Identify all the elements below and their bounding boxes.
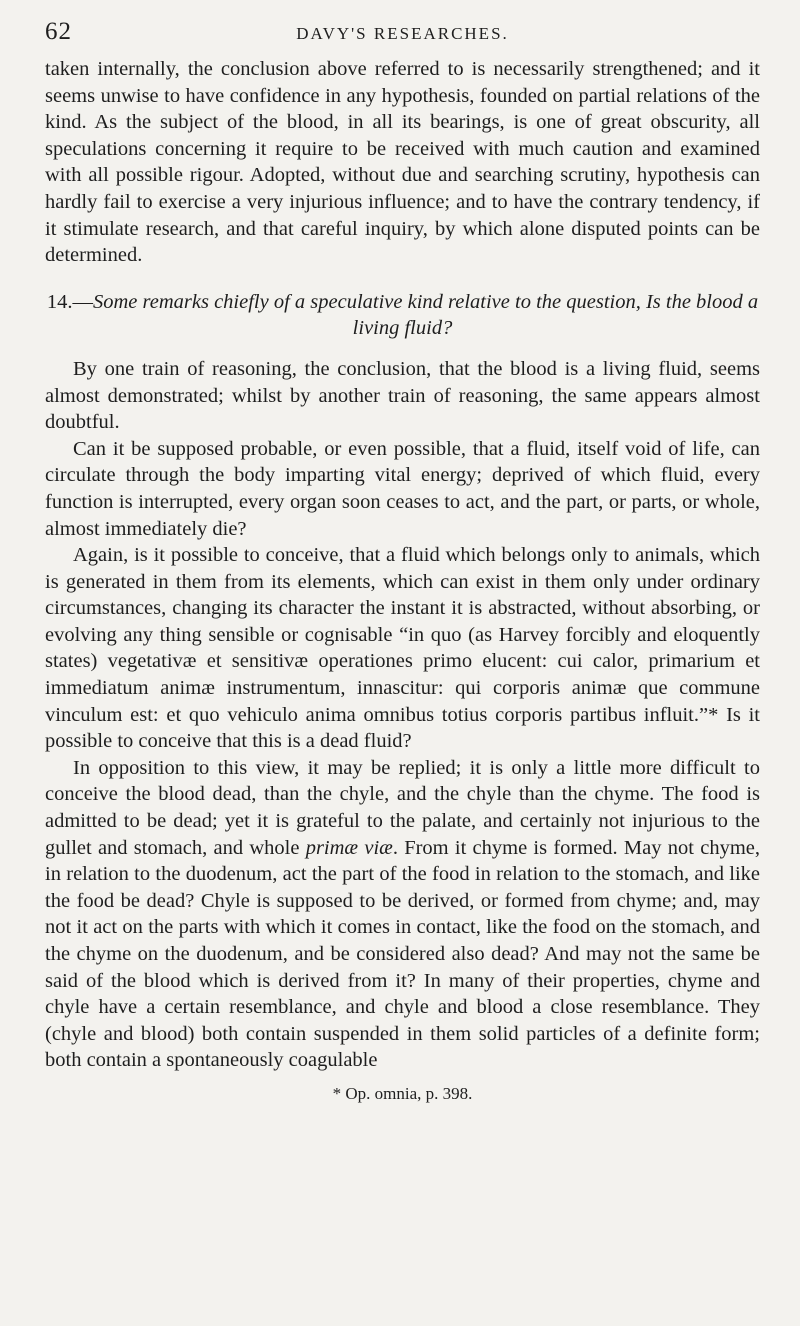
paragraph-text: . From it chyme is formed. May not chyme, in relation to the duodenum, act the part of the food in relation to the stomach, and like the food be dead? Chyle is supposed to be derived, or formed from chyme; and, may not it act on the parts with which it comes in contact, like the food on the stomach, and the chyme on the duodenum, and be considered also dead? And may not the same be said of the blood which is derived from it? In many of their properties, chyme and chyle have a certain resemblance, and chyle and blood a close resemblance. They (chyle and blood) both contain suspended in them solid particles of a definite form; both contain a spontaneously coagulable: [45, 836, 760, 1072]
section-heading: [45, 289, 760, 342]
page-header: [45, 18, 760, 48]
running-head: DAVY'S RESEARCHES.: [296, 24, 509, 43]
paragraph: Again, is it possible to conceive, that a fluid which belongs only to animals, which is generated in them from its elements, which can exist in them only under ordinary circumstances, changing its character the instant it is abstracted, without absorbing, or evolving any thing sensible or cognisable “in quo (as Harvey forcibly and eloquently states) vegetativæ et sensitivæ operationes primo elucent: cui calor, primarium et immediatum animæ instrumentum, innascitur: qui corporis animæ que commune vinculum est: et quo vehiculo anima omnibus totius corporis partibus influit.”* Is it possible to conceive that this is a dead fluid?: [45, 544, 760, 753]
page-number: 62: [45, 18, 72, 45]
paragraph-text: In opposition to this view, it may be replied; it is only a little more difficult to conceive the blood dead, than the chyle, and the chyle than the chyme. The food is admitted to be dead; yet it is grateful to the palate, and certainly not injurious to the gullet and stomach, and whole: [45, 756, 760, 859]
paragraph: By one train of reasoning, the conclusion, that the blood is a living fluid, seems almost demonstrated; whilst by another train of reasoning, the same appears almost doubtful.: [45, 357, 760, 434]
latin-phrase: primæ viæ: [305, 836, 393, 859]
section-title: Some remarks chiefly of a speculative kind relative to the question, Is the blood a living fluid?: [92, 290, 759, 340]
footnote: * Op. omnia, p. 398.: [332, 1083, 473, 1103]
paragraph: Can it be supposed probable, or even possible, that a fluid, itself void of life, can circulate through the body imparting vital energy; deprived of which fluid, every function is interrupted, every organ soon ceases to act, and the part, or parts, or whole, almost immediately die?: [45, 437, 760, 540]
paragraph-continued: taken internally, the conclusion above referred to is necessarily strengthened; and it seems unwise to have confidence in any hypothesis, founded on partial relations of the kind. As the subject of the blood, in all its bearings, is one of great obscurity, all speculations concerning it require to be received with much caution and examined with all possible rigour. Adopted, without due and searching scrutiny, hypothesis can hardly fail to exercise a very injurious influence; and to have the contrary tendency, if it stimulate research, and that careful inquiry, by which alone disputed points can be determined.: [45, 58, 760, 267]
paragraph: [45, 755, 760, 1074]
section-number: 14.—: [46, 290, 93, 313]
